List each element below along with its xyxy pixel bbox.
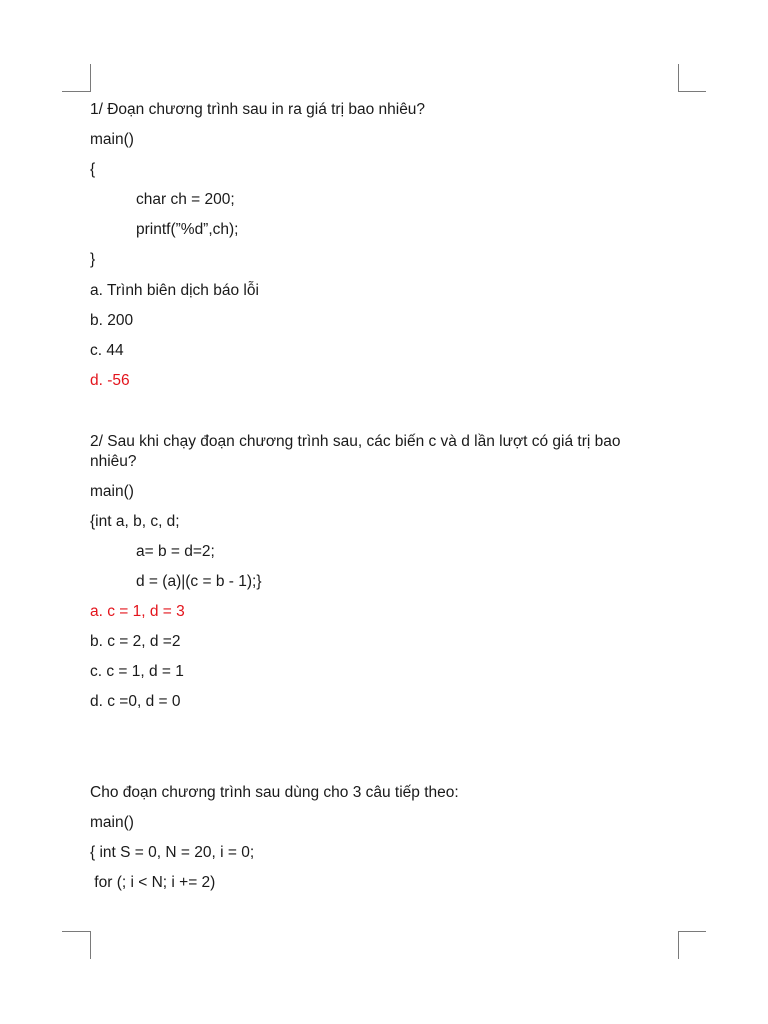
question-2-option-b: b. c = 2, d =2	[90, 633, 181, 650]
code-line: main()	[90, 814, 134, 831]
code-line: {int a, b, c, d;	[90, 513, 180, 530]
question-2-prompt: 2/ Sau khi chạy đoạn chương trình sau, các biến c và d lần lượt có giá trị bao nhiêu?	[90, 433, 621, 470]
question-1-prompt: 1/ Đoạn chương trình sau in ra giá trị bao nhiêu?	[90, 101, 426, 118]
code-line: { int S = 0, N = 20, i = 0;	[90, 844, 255, 861]
crop-mark-top-right-vertical	[678, 64, 679, 92]
question-2-option-d: d. c =0, d = 0	[90, 693, 181, 710]
crop-mark-bottom-left-horizontal	[62, 931, 91, 932]
question-1-option-b: b. 200	[90, 312, 134, 329]
question-1-option-c: c. 44	[90, 342, 124, 359]
code-line: char ch = 200;	[136, 191, 235, 208]
question-1-option-a: a. Trình biên dịch báo lỗi	[90, 282, 259, 299]
shared-intro: Cho đoạn chương trình sau dùng cho 3 câu tiếp theo:	[90, 784, 459, 801]
code-line: main()	[90, 131, 134, 148]
crop-mark-bottom-right-horizontal	[678, 931, 706, 932]
code-line: printf(”%d”,ch);	[136, 221, 239, 238]
code-line: for (; i < N; i += 2)	[90, 874, 216, 891]
question-1-option-d-answer: d. -56	[90, 372, 130, 389]
question-2-option-c: c. c = 1, d = 1	[90, 663, 184, 680]
crop-mark-bottom-right-vertical	[678, 931, 679, 959]
code-line: main()	[90, 483, 134, 500]
crop-mark-top-left-horizontal	[62, 91, 91, 92]
code-line: a= b = d=2;	[136, 543, 215, 560]
crop-mark-bottom-left-vertical	[90, 931, 91, 959]
question-2-option-a-answer: a. c = 1, d = 3	[90, 603, 185, 620]
crop-mark-top-right-horizontal	[678, 91, 706, 92]
code-line: d = (a)|(c = b - 1);}	[136, 573, 262, 590]
code-line: {	[90, 161, 96, 178]
code-line: }	[90, 251, 96, 268]
crop-mark-top-left-vertical	[90, 64, 91, 92]
